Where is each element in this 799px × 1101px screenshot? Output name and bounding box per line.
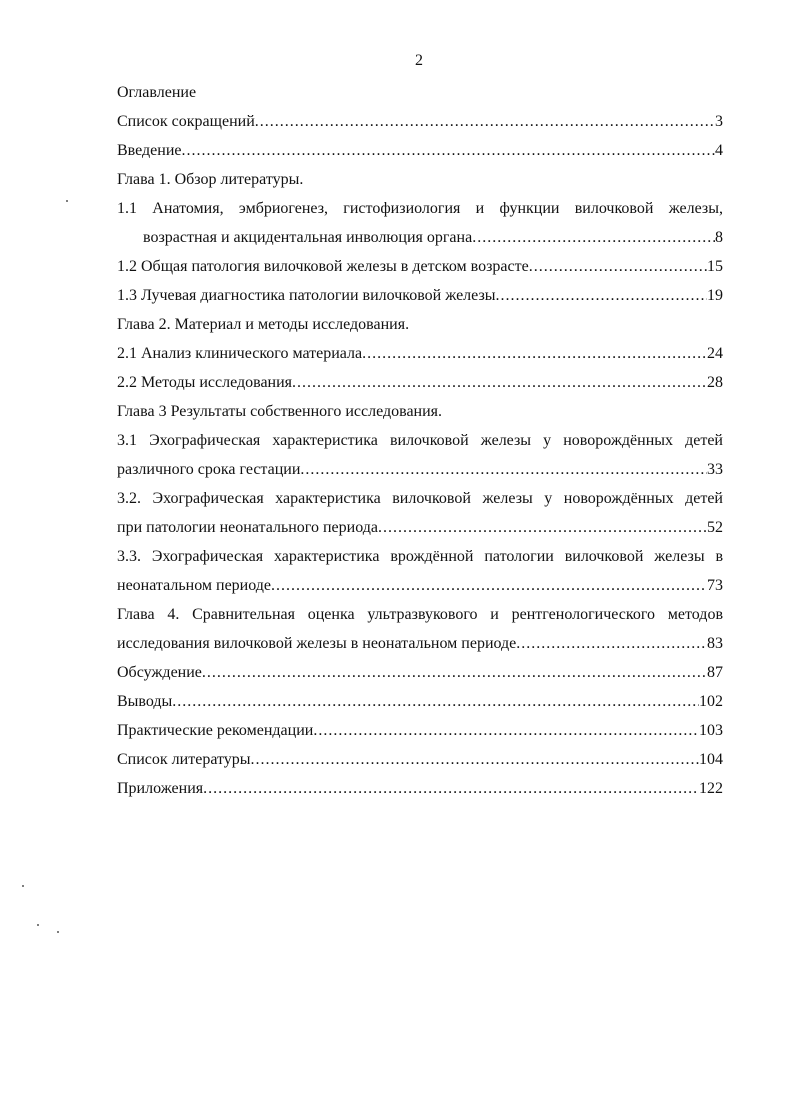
toc-entry-3-2-line1[interactable]: 3.2. Эхографическая характеристика вилочковой железы у новорождённых детей [117,490,723,507]
toc-entry-1-1-line2[interactable] [117,223,723,252]
dot-leader [202,658,707,687]
toc-entry-abbreviations[interactable] [117,107,723,136]
toc-entry-page: 83 [707,635,723,652]
toc-entry-label: Обсуждение [117,664,202,681]
dot-leader [362,339,707,368]
toc-entry-1-1-line1[interactable]: 1.1 Анатомия, эмбриогенез, гистофизиология и функции вилочковой железы, [117,200,723,217]
dot-leader [172,687,699,716]
toc-entry-2-1[interactable] [117,339,723,368]
toc-entry-page: 4 [715,142,723,159]
dot-leader [203,774,699,803]
dot-leader [300,455,707,484]
toc-entry-label: 1.3 Лучевая диагностика патологии вилочковой железы [117,287,496,304]
toc-entry-chapter-4-line1[interactable]: Глава 4. Сравнительная оценка ультразвукового и рентгенологического методов [117,606,723,623]
toc-entry-1-2[interactable] [117,252,723,281]
toc-entry-label: Практические рекомендации [117,722,314,739]
toc-entry-3-1-line1[interactable]: 3.1 Эхографическая характеристика вилочковой железы у новорождённых детей [117,432,723,449]
dot-leader [516,629,707,658]
toc-entry-label: 2.2 Методы исследования [117,374,293,391]
toc-entry-page: 28 [707,374,723,391]
scan-speck [57,931,59,933]
chapter-1-heading: Глава 1. Обзор литературы. [117,171,304,188]
toc-entry-3-3-line1[interactable]: 3.3. Эхографическая характеристика врождённой патологии вилочковой железы в [117,548,723,565]
toc-entry-page: 122 [699,780,723,797]
dot-leader [251,745,699,774]
toc-entry-discussion[interactable] [117,658,723,687]
toc-entry-page: 52 [707,519,723,536]
toc-entry-label: возрастная и акцидентальная инволюция органа [143,229,473,246]
scan-speck [37,924,39,926]
toc-entry-label: 2.1 Анализ клинического материала [117,345,363,362]
toc-entry-page: 8 [715,229,723,246]
toc-entry-1-3[interactable] [117,281,723,310]
dot-leader [292,368,707,397]
dot-leader [378,513,707,542]
toc-entry-page: 19 [707,287,723,304]
toc-entry-page: 104 [699,751,723,768]
toc-entry-recommendations[interactable] [117,716,723,745]
toc-entry-label: неонатальном периоде [117,577,272,594]
toc-entry-chapter-4-line2[interactable] [117,629,723,658]
page-number: 2 [415,52,423,69]
toc-entry-references[interactable] [117,745,723,774]
toc-entry-3-1-line2[interactable] [117,455,723,484]
toc-entry-label: при патологии неонатального периода [117,519,378,536]
toc-entry-label: исследования вилочковой железы в неонатальном периоде [117,635,517,652]
toc-entry-appendices[interactable] [117,774,723,803]
toc-entry-page: 33 [707,461,723,478]
toc-entry-3-3-line2[interactable] [117,571,723,600]
toc-entry-2-2[interactable] [117,368,723,397]
toc-entry-label: Приложения [117,780,204,797]
scan-speck [22,885,24,887]
toc-entry-page: 24 [707,345,723,362]
chapter-3-heading: Глава 3 Результаты собственного исследования. [117,403,443,420]
dot-leader [271,571,707,600]
toc-title: Оглавление [117,84,197,101]
table-of-contents [117,78,723,803]
dot-leader [472,223,715,252]
toc-entry-label: Список сокращений [117,113,255,130]
toc-entry-3-2-line2[interactable] [117,513,723,542]
toc-entry-label: 1.2 Общая патология вилочковой железы в детском возрасте [117,258,529,275]
toc-entry-page: 73 [707,577,723,594]
toc-entry-page: 103 [699,722,723,739]
toc-entry-conclusions[interactable] [117,687,723,716]
dot-leader [182,136,716,165]
toc-entry-introduction[interactable] [117,136,723,165]
toc-entry-page: 87 [707,664,723,681]
toc-entry-label: Введение [117,142,182,159]
dot-leader [313,716,699,745]
dot-leader [496,281,707,310]
scan-speck [66,200,68,202]
toc-entry-label: Выводы [117,693,173,710]
toc-entry-page: 15 [707,258,723,275]
chapter-2-heading: Глава 2. Материал и методы исследования. [117,316,410,333]
toc-entry-label: Список литературы [117,751,251,768]
dot-leader [529,252,707,281]
toc-entry-page: 102 [699,693,723,710]
toc-entry-label: различного срока гестации [117,461,301,478]
dot-leader [255,107,715,136]
toc-entry-page: 3 [715,113,723,130]
